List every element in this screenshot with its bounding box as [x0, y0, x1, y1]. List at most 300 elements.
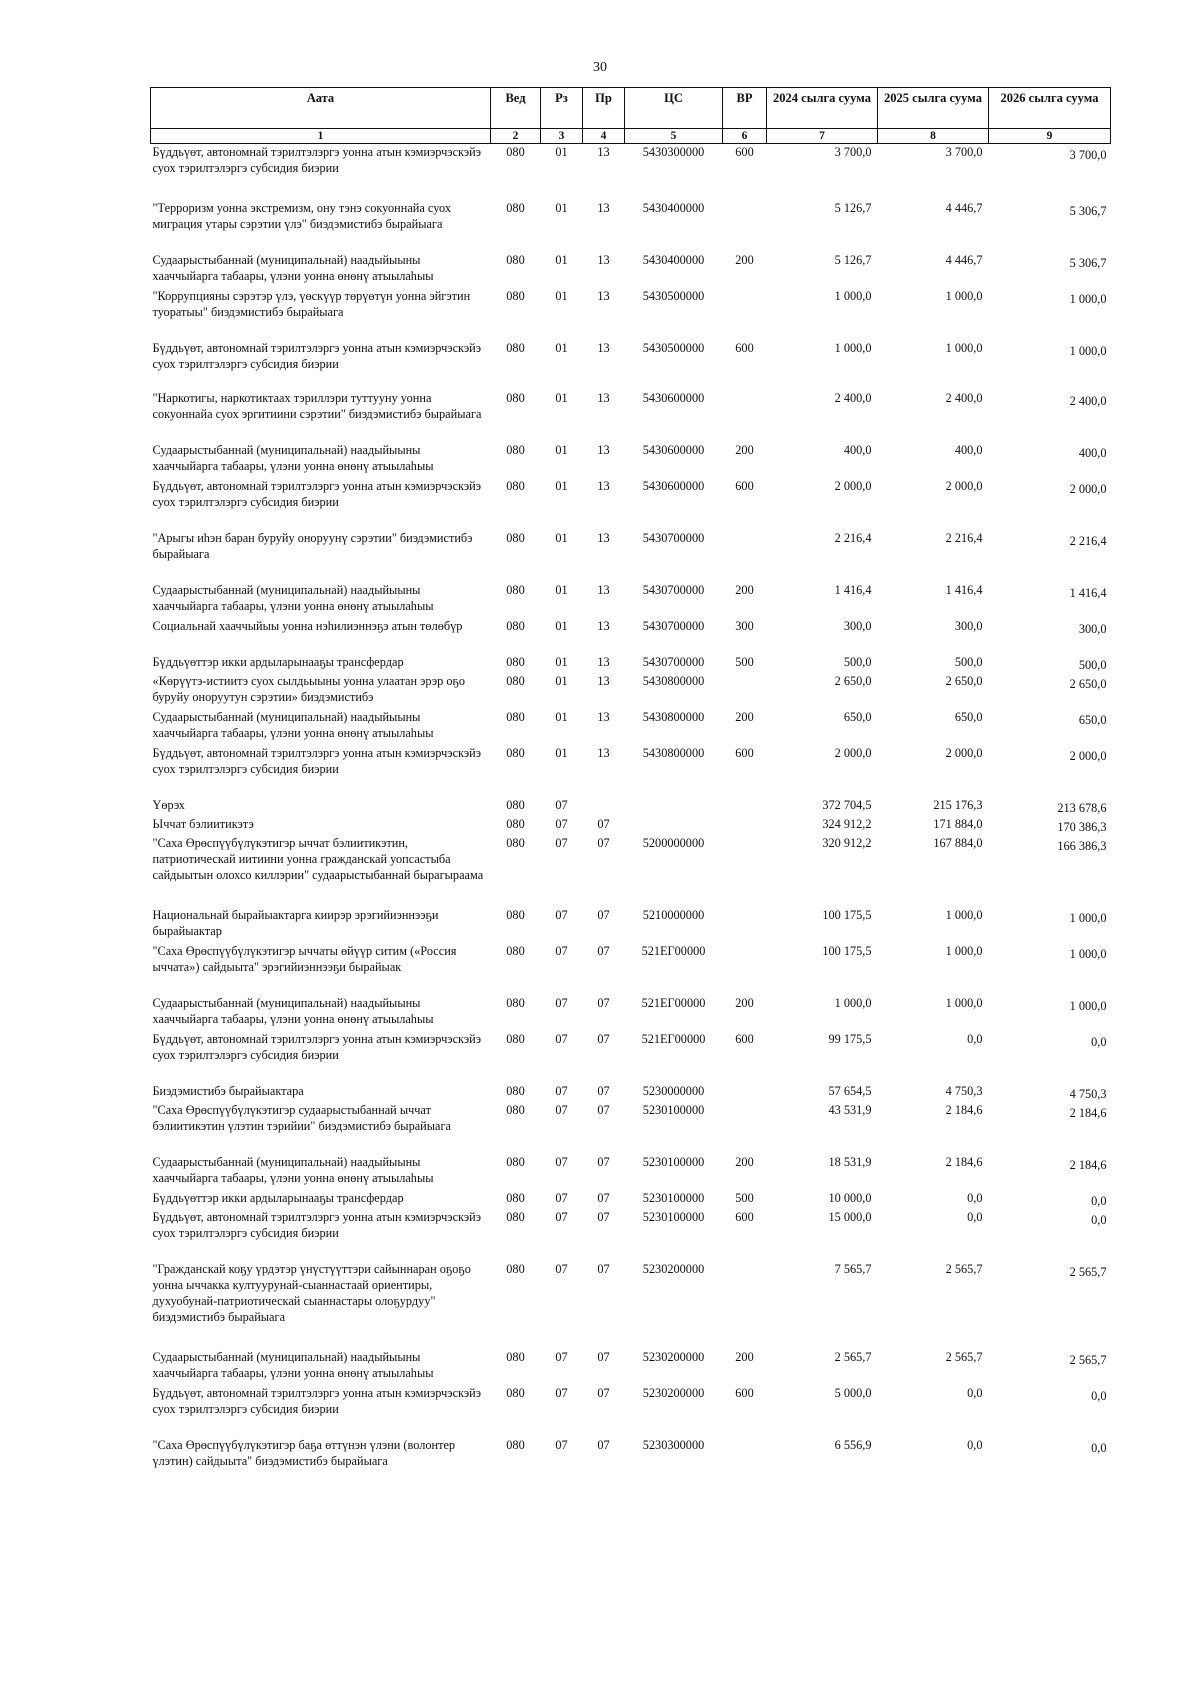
row-amount-2024: 2 000,0 [834, 745, 872, 760]
row-rz: 01 [555, 442, 568, 457]
row-name: Биэдэмистибэ бырайыактара [152, 1083, 304, 1098]
row-amount-2024: 300,0 [843, 618, 872, 633]
row-amount-2026: 5 306,7 [1069, 255, 1107, 270]
table-row [151, 1261, 1111, 1349]
row-vr: 600 [735, 745, 754, 760]
table-row [151, 1190, 1111, 1209]
row-ved: 080 [506, 1209, 525, 1224]
row-rz: 07 [555, 1385, 568, 1400]
row-name: Бүддьүөт, автономнай тэрилтэлэргэ уонна атын кэмиэрчэскэйэ суох тэрилтэлэргэ субсидия биэрии [152, 1209, 481, 1240]
column-number: 7 [767, 129, 878, 144]
row-amount-2026: 0,0 [1091, 1212, 1107, 1227]
row-ved: 080 [506, 1190, 525, 1205]
row-amount-2024: 5 126,7 [834, 200, 872, 215]
row-amount-2026: 2 184,6 [1069, 1157, 1107, 1172]
table-row [151, 252, 1111, 288]
row-vr: 200 [735, 995, 754, 1010]
row-pr: 07 [597, 1031, 610, 1046]
row-amount-2026: 166 386,3 [1057, 838, 1107, 853]
row-vr [723, 907, 767, 943]
row-pr: 07 [597, 907, 610, 922]
row-amount-2026: 2 400,0 [1069, 393, 1107, 408]
row-cs: 5430600000 [642, 390, 705, 405]
row-vr: 200 [735, 442, 754, 457]
row-cs: 5210000000 [642, 907, 705, 922]
row-amount-2026: 1 000,0 [1069, 998, 1107, 1013]
row-amount-2026: 2 184,6 [1069, 1105, 1107, 1120]
column-number: 3 [541, 129, 583, 144]
table-row [151, 200, 1111, 252]
row-cs: 5430300000 [642, 145, 705, 159]
row-amount-2025: 171 884,0 [933, 816, 983, 831]
row-amount-2024: 57 654,5 [828, 1083, 872, 1098]
table-row [151, 1437, 1111, 1489]
row-rz: 07 [555, 1154, 568, 1169]
row-amount-2026: 1 000,0 [1069, 946, 1107, 961]
column-number: 5 [625, 129, 723, 144]
row-ved: 080 [506, 943, 525, 958]
row-amount-2024: 324 912,2 [822, 816, 872, 831]
row-name: Бүддьүөттэр икки ардыларынааҕы трансфердар [152, 654, 404, 669]
row-ved: 080 [506, 200, 525, 215]
row-rz: 01 [555, 288, 568, 303]
row-pr: 13 [597, 673, 610, 688]
row-pr: 13 [597, 478, 610, 493]
row-amount-2026: 3 700,0 [1069, 148, 1107, 162]
row-name: Бүддьүөт, автономнай тэрилтэлэргэ уонна атын кэмиэрчэскэйэ суох тэрилтэлэргэ субсидия биэрии [152, 478, 481, 509]
row-amount-2025: 2 184,6 [945, 1154, 983, 1169]
row-pr: 07 [597, 995, 610, 1010]
row-cs: 521ЕГ00000 [641, 995, 706, 1010]
row-pr: 13 [597, 288, 610, 303]
row-vr: 200 [735, 252, 754, 267]
row-amount-2025: 167 884,0 [933, 835, 983, 850]
row-vr: 600 [735, 340, 754, 355]
row-pr: 07 [597, 816, 610, 831]
row-cs: 5230100000 [642, 1102, 705, 1117]
row-cs: 5230100000 [642, 1209, 705, 1224]
row-cs: 5430500000 [642, 340, 705, 355]
row-amount-2024: 400,0 [843, 442, 872, 457]
row-amount-2025: 0,0 [967, 1385, 983, 1400]
table-row [151, 1385, 1111, 1437]
row-vr: 600 [735, 145, 754, 159]
column-number: 9 [989, 129, 1111, 144]
table-row [151, 673, 1111, 709]
row-rz: 07 [555, 1349, 568, 1364]
row-amount-2026: 2 000,0 [1069, 748, 1107, 763]
row-pr: 07 [597, 1261, 610, 1276]
row-cs: 5230200000 [642, 1385, 705, 1400]
row-amount-2024: 650,0 [843, 709, 872, 724]
row-cs: 5430800000 [642, 745, 705, 760]
header-vr: ВР [723, 88, 767, 129]
table-row [151, 288, 1111, 340]
row-amount-2025: 1 416,4 [945, 582, 983, 597]
row-amount-2024: 6 556,9 [834, 1437, 872, 1452]
row-vr [723, 835, 767, 907]
row-name: Бүддьүөт, автономнай тэрилтэлэргэ уонна атын кэмиэрчэскэйэ суох тэрилтэлэргэ субсидия биэрии [152, 1031, 481, 1062]
row-ved: 080 [506, 1031, 525, 1046]
row-name: "Коррупцияны сэрэтэр үлэ, үөскүүр төрүөтүн уонна эйгэтин туоратыы" биэдэмистибэ бырайыага [152, 288, 471, 319]
row-amount-2026: 0,0 [1091, 1440, 1107, 1455]
row-rz: 01 [555, 745, 568, 760]
row-vr [723, 390, 767, 442]
row-ved: 080 [506, 1154, 525, 1169]
table-row [151, 618, 1111, 654]
row-name: Судаарыстыбаннай (муниципальнай) наадыйыыны хааччыйарга табаары, үлэни уонна өнөнү атыылаһыы [152, 1154, 434, 1185]
row-vr [723, 1261, 767, 1349]
row-ved: 080 [506, 1349, 525, 1364]
row-amount-2024: 18 531,9 [828, 1154, 872, 1169]
row-name: Судаарыстыбаннай (муниципальнай) наадыйыыны хааччыйарга табаары, үлэни уонна өнөнү атыылаһыы [152, 252, 434, 283]
row-rz: 07 [555, 816, 568, 831]
row-amount-2024: 100 175,5 [822, 907, 872, 922]
row-rz: 07 [555, 1437, 568, 1452]
row-pr: 13 [597, 582, 610, 597]
row-amount-2025: 0,0 [967, 1190, 983, 1205]
row-amount-2025: 1 000,0 [945, 288, 983, 303]
row-name: "Саха Өрөспүүбүлүкэтигэр баҕа өттүнэн үлэни (волонтер үлэтин) сайдыыта" биэдэмистибэ бырайыага [152, 1437, 456, 1468]
row-cs: 5430700000 [642, 582, 705, 597]
row-ved: 080 [506, 745, 525, 760]
row-name: Судаарыстыбаннай (муниципальнай) наадыйыыны хааччыйарга табаары, үлэни уонна өнөнү атыылаһыы [152, 709, 434, 740]
table-row [151, 340, 1111, 390]
row-vr: 600 [735, 1385, 754, 1400]
row-amount-2025: 1 000,0 [945, 995, 983, 1010]
row-vr [723, 797, 767, 816]
row-rz: 01 [555, 618, 568, 633]
header-2024: 2024 сылга суума [767, 88, 878, 129]
row-name: "Саха Өрөспүүбүлүкэтигэр ыччаты өйүүр ситим («Россия ыччата») сайдыыта" эрэгийиэннээҕи бырайыак [152, 943, 457, 974]
header-ved: Вед [491, 88, 541, 129]
row-vr [723, 288, 767, 340]
row-amount-2026: 500,0 [1078, 657, 1107, 672]
row-ved: 080 [506, 995, 525, 1010]
row-vr: 200 [735, 1349, 754, 1364]
row-rz: 01 [555, 673, 568, 688]
row-cs: 5430700000 [642, 618, 705, 633]
row-name: Бүддьүөттэр икки ардыларынааҕы трансфердар [152, 1190, 404, 1205]
row-rz: 07 [555, 1209, 568, 1224]
row-ved: 080 [506, 442, 525, 457]
row-amount-2025: 4 446,7 [945, 252, 983, 267]
row-rz: 07 [555, 1031, 568, 1046]
header-cs: ЦС [625, 88, 723, 129]
row-name: "Гражданскай коҕу үрдэтэр үнүстүүттэри сайыннаран оҕоҕо уонна ыччакка култуурунай-сыаннастаай ориентиры, духуобунай-патриотическай сыаннастары олоҕурдуу" биэдэмистибэ бырайыага [152, 1261, 471, 1324]
row-rz: 01 [555, 145, 568, 159]
row-amount-2024: 2 000,0 [834, 478, 872, 493]
row-cs: 5230200000 [642, 1261, 705, 1276]
row-ved: 080 [506, 907, 525, 922]
table-row [151, 907, 1111, 943]
row-vr: 300 [735, 618, 754, 633]
budget-table [150, 87, 1111, 1489]
row-vr: 500 [735, 1190, 754, 1205]
row-amount-2025: 2 565,7 [945, 1349, 983, 1364]
row-amount-2025: 2 400,0 [945, 390, 983, 405]
table-row [151, 1209, 1111, 1261]
row-amount-2024: 372 704,5 [822, 797, 872, 812]
row-amount-2024: 1 000,0 [834, 995, 872, 1010]
table-row [151, 478, 1111, 530]
row-name: "Наркотигы, наркотиктаах тэриллэри туттууну уонна сокуоннайа суох эргитиини сэрэтии" биэдэмистибэ бырайыага [152, 390, 482, 421]
row-rz: 01 [555, 582, 568, 597]
row-amount-2026: 2 650,0 [1069, 676, 1107, 691]
row-name: "Арыгы иһэн баран буруйу оноруунү сэрэтии" биэдэмистибэ бырайыага [152, 530, 473, 561]
row-rz: 07 [555, 907, 568, 922]
row-amount-2024: 10 000,0 [828, 1190, 872, 1205]
row-rz: 01 [555, 654, 568, 669]
row-name: Бүддьүөт, автономнай тэрилтэлэргэ уонна атын кэмиэрчэскэйэ суох тэрилтэлэргэ субсидия биэрии [152, 1385, 481, 1416]
row-cs: 521ЕГ00000 [641, 943, 706, 958]
row-pr: 07 [597, 1385, 610, 1400]
row-amount-2025: 1 000,0 [945, 943, 983, 958]
table-row [151, 144, 1111, 200]
row-amount-2026: 1 000,0 [1069, 910, 1107, 925]
table-row [151, 995, 1111, 1031]
table-row [151, 1031, 1111, 1083]
row-amount-2026: 300,0 [1078, 621, 1107, 636]
row-vr: 600 [735, 1031, 754, 1046]
row-amount-2025: 3 700,0 [945, 145, 983, 159]
row-ved: 080 [506, 1385, 525, 1400]
column-number-row [151, 129, 1111, 144]
row-vr [723, 530, 767, 582]
row-pr: 07 [597, 1349, 610, 1364]
row-ved: 080 [506, 654, 525, 669]
row-pr: 07 [597, 1209, 610, 1224]
row-rz: 01 [555, 709, 568, 724]
row-amount-2025: 650,0 [954, 709, 983, 724]
row-rz: 07 [555, 943, 568, 958]
row-name: Судаарыстыбаннай (муниципальнай) наадыйыыны хааччыйарга табаары, үлэни уонна өнөнү атыылаһыы [152, 995, 434, 1026]
row-amount-2025: 2 565,7 [945, 1261, 983, 1276]
row-amount-2026: 400,0 [1078, 445, 1107, 460]
row-name: Ыччат бэлиитикэтэ [152, 816, 254, 831]
column-number: 6 [723, 129, 767, 144]
header-name: Аата [151, 88, 491, 129]
table-row [151, 745, 1111, 797]
row-amount-2025: 4 750,3 [945, 1083, 983, 1098]
row-pr: 13 [597, 252, 610, 267]
row-ved: 080 [506, 618, 525, 633]
row-amount-2026: 1 000,0 [1069, 343, 1107, 358]
row-vr [723, 200, 767, 252]
row-amount-2025: 500,0 [954, 654, 983, 669]
row-cs: 5430400000 [642, 200, 705, 215]
row-cs: 5230000000 [642, 1083, 705, 1098]
header-row [151, 88, 1111, 129]
table-row [151, 1154, 1111, 1190]
row-vr [723, 1102, 767, 1154]
row-rz: 01 [555, 252, 568, 267]
row-vr: 200 [735, 582, 754, 597]
table-row [151, 442, 1111, 478]
row-name: Үөрэх [152, 797, 185, 812]
row-rz: 07 [555, 995, 568, 1010]
table-row [151, 582, 1111, 618]
row-name: Бүддьүөт, автономнай тэрилтэлэргэ уонна атын кэмиэрчэскэйэ суох тэрилтэлэргэ субсидия биэрии [152, 340, 481, 371]
row-amount-2025: 1 000,0 [945, 907, 983, 922]
row-ved: 080 [506, 1261, 525, 1276]
row-pr: 07 [597, 1083, 610, 1098]
row-vr [723, 673, 767, 709]
row-vr: 200 [735, 1154, 754, 1169]
row-pr: 13 [597, 340, 610, 355]
row-cs: 5430800000 [642, 673, 705, 688]
row-pr: 13 [597, 200, 610, 215]
row-amount-2024: 2 565,7 [834, 1349, 872, 1364]
row-pr: 07 [597, 1102, 610, 1117]
row-vr: 600 [735, 478, 754, 493]
row-amount-2026: 0,0 [1091, 1034, 1107, 1049]
row-pr: 13 [597, 442, 610, 457]
row-amount-2024: 5 126,7 [834, 252, 872, 267]
row-ved: 080 [506, 835, 525, 850]
row-amount-2024: 99 175,5 [828, 1031, 872, 1046]
table-row [151, 816, 1111, 835]
row-amount-2024: 7 565,7 [834, 1261, 872, 1276]
row-rz: 01 [555, 530, 568, 545]
row-pr: 07 [597, 1437, 610, 1452]
row-cs: 521ЕГ00000 [641, 1031, 706, 1046]
row-ved: 080 [506, 797, 525, 812]
row-rz: 07 [555, 1261, 568, 1276]
row-amount-2025: 4 446,7 [945, 200, 983, 215]
row-name: Национальнай бырайыактарга киирэр эрэгийиэннээҕи бырайыактар [152, 907, 439, 938]
row-pr: 13 [597, 618, 610, 633]
row-ved: 080 [506, 709, 525, 724]
table-row [151, 797, 1111, 816]
row-ved: 080 [506, 252, 525, 267]
row-amount-2025: 2 650,0 [945, 673, 983, 688]
row-amount-2024: 1 416,4 [834, 582, 872, 597]
row-amount-2024: 100 175,5 [822, 943, 872, 958]
row-pr: 13 [597, 745, 610, 760]
row-pr: 13 [597, 654, 610, 669]
table-row [151, 1083, 1111, 1102]
row-cs: 5200000000 [642, 835, 705, 850]
row-amount-2026: 170 386,3 [1057, 819, 1107, 834]
table-row [151, 709, 1111, 745]
row-rz: 01 [555, 200, 568, 215]
row-ved: 080 [506, 478, 525, 493]
row-amount-2026: 1 416,4 [1069, 585, 1107, 600]
row-vr [723, 1083, 767, 1102]
row-rz: 07 [555, 835, 568, 850]
row-pr: 13 [597, 709, 610, 724]
row-amount-2026: 2 216,4 [1069, 533, 1107, 548]
header-pr: Пр [583, 88, 625, 129]
row-amount-2024: 43 531,9 [828, 1102, 872, 1117]
row-pr: 07 [597, 1190, 610, 1205]
row-ved: 080 [506, 390, 525, 405]
table-row [151, 1102, 1111, 1154]
row-pr [583, 797, 625, 816]
row-amount-2026: 1 000,0 [1069, 291, 1107, 306]
row-ved: 080 [506, 1083, 525, 1098]
row-amount-2025: 1 000,0 [945, 340, 983, 355]
row-name: "Саха Өрөспүүбүлүкэтигэр судаарыстыбаннай ыччат бэлиитикэтин үлэтин тэрийии" биэдэмистибэ бырайыага [152, 1102, 451, 1133]
row-amount-2026: 0,0 [1091, 1388, 1107, 1403]
row-name: Бүддьүөт, автономнай тэрилтэлэргэ уонна атын кэмиэрчэскэйэ суох тэрилтэлэргэ субсидия биэрии [152, 745, 481, 776]
column-number: 4 [583, 129, 625, 144]
row-rz: 07 [555, 1190, 568, 1205]
row-name: "Терроризм уонна экстремизм, ону тэнэ сокуоннайа суох миграция утары сэрэтии үлэ" биэдэмистибэ бырайыага [152, 200, 452, 231]
column-number: 1 [151, 129, 491, 144]
table-row [151, 943, 1111, 995]
row-vr [723, 943, 767, 995]
row-ved: 080 [506, 530, 525, 545]
row-amount-2026: 5 306,7 [1069, 203, 1107, 218]
row-ved: 080 [506, 816, 525, 831]
row-amount-2026: 2 000,0 [1069, 481, 1107, 496]
row-ved: 080 [506, 582, 525, 597]
row-amount-2024: 5 000,0 [834, 1385, 872, 1400]
row-amount-2026: 2 565,7 [1069, 1264, 1107, 1279]
row-rz: 07 [555, 1102, 568, 1117]
row-amount-2026: 2 565,7 [1069, 1352, 1107, 1367]
row-vr [723, 816, 767, 835]
row-vr [723, 1437, 767, 1489]
column-number: 8 [878, 129, 989, 144]
row-name: Судаарыстыбаннай (муниципальнай) наадыйыыны хааччыйарга табаары, үлэни уонна өнөнү атыылаһыы [152, 1349, 434, 1380]
row-pr: 07 [597, 835, 610, 850]
row-name: Судаарыстыбаннай (муниципальнай) наадыйыыны хааччыйарга табаары, үлэни уонна өнөнү атыылаһыы [152, 442, 434, 473]
row-ved: 080 [506, 1102, 525, 1117]
row-rz: 07 [555, 1083, 568, 1098]
row-cs: 5430600000 [642, 442, 705, 457]
row-cs: 5230300000 [642, 1437, 705, 1452]
page-number: 30 [593, 60, 607, 75]
row-ved: 080 [506, 673, 525, 688]
table-row [151, 835, 1111, 907]
row-amount-2025: 300,0 [954, 618, 983, 633]
row-cs: 5230100000 [642, 1190, 705, 1205]
row-cs [625, 797, 723, 816]
row-amount-2025: 400,0 [954, 442, 983, 457]
table-row [151, 654, 1111, 673]
row-pr: 13 [597, 145, 610, 159]
row-amount-2024: 1 000,0 [834, 340, 872, 355]
row-amount-2025: 0,0 [967, 1437, 983, 1452]
row-name: "Саха Өрөспүүбүлүкэтигэр ыччат бэлиитикэтин, патриотическай иитиини уонна гражданскай уопсастыба сайдыытын олохсо киллэрии" судаарыстыбаннай бырагыраама [152, 835, 484, 882]
row-vr: 200 [735, 709, 754, 724]
row-cs: 5430700000 [642, 530, 705, 545]
row-amount-2025: 2 216,4 [945, 530, 983, 545]
row-amount-2025: 0,0 [967, 1031, 983, 1046]
row-amount-2025: 0,0 [967, 1209, 983, 1224]
table-row [151, 390, 1111, 442]
table-row [151, 530, 1111, 582]
row-ved: 080 [506, 1437, 525, 1452]
row-rz: 01 [555, 478, 568, 493]
row-cs [625, 816, 723, 835]
table-body [151, 144, 1111, 1489]
row-amount-2024: 1 000,0 [834, 288, 872, 303]
row-name: Бүддьүөт, автономнай тэрилтэлэргэ уонна атын кэмиэрчэскэйэ суох тэрилтэлэргэ субсидия биэрии [152, 145, 481, 175]
row-amount-2024: 500,0 [843, 654, 872, 669]
row-amount-2025: 2 000,0 [945, 745, 983, 760]
row-amount-2025: 2 184,6 [945, 1102, 983, 1117]
row-amount-2024: 2 400,0 [834, 390, 872, 405]
row-cs: 5430800000 [642, 709, 705, 724]
header-rz: Рз [541, 88, 583, 129]
row-pr: 07 [597, 1154, 610, 1169]
column-number: 2 [491, 129, 541, 144]
row-vr: 600 [735, 1209, 754, 1224]
